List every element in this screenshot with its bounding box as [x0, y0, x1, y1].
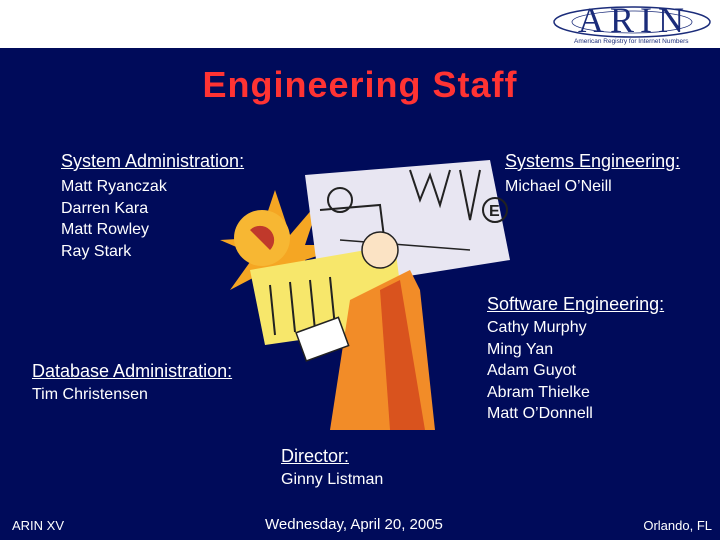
- staff-name: Ginny Listman: [281, 471, 384, 488]
- staff-name: Michael O’Neill: [505, 178, 612, 195]
- systems-engineering-section: [505, 150, 680, 198]
- footer-location: Orlando, FL: [643, 518, 712, 533]
- section-heading: Systems Engineering:: [505, 151, 681, 171]
- staff-name: Matt Ryanczak: [61, 178, 167, 195]
- staff-name: Adam Guyot: [487, 362, 576, 380]
- staff-name: Ray Stark: [61, 242, 132, 260]
- staff-name: Matt O’Donnell: [487, 405, 593, 423]
- staff-name: Cathy Murphy: [487, 319, 587, 336]
- engineer-clipart-icon: [220, 150, 520, 450]
- logo-subtitle: American Registry for Internet Numbers: [574, 38, 689, 45]
- section-heading: System Administration:: [61, 151, 245, 171]
- staff-name: Abram Thielke: [487, 383, 590, 401]
- director-section: [281, 445, 383, 491]
- database-administration-section: [32, 360, 232, 406]
- arin-logo: [552, 2, 712, 46]
- footer-event: ARIN XV: [12, 518, 65, 533]
- section-heading: Database Administration:: [32, 361, 233, 381]
- svg-text:E: E: [489, 203, 500, 220]
- staff-name: Ming Yan: [487, 340, 554, 358]
- staff-name: Tim Christensen: [32, 386, 148, 403]
- section-heading: Director:: [281, 446, 350, 466]
- slide-title: Engineering Staff: [202, 64, 518, 105]
- staff-name: Matt Rowley: [61, 221, 150, 239]
- footer-date: Wednesday, April 20, 2005: [265, 516, 443, 533]
- software-engineering-section: [487, 293, 664, 425]
- staff-name: Darren Kara: [61, 199, 149, 217]
- header-bar: [0, 0, 720, 48]
- section-heading: Software Engineering:: [487, 294, 665, 314]
- logo-text: ARIN: [578, 0, 690, 40]
- system-administration-section: [61, 150, 244, 262]
